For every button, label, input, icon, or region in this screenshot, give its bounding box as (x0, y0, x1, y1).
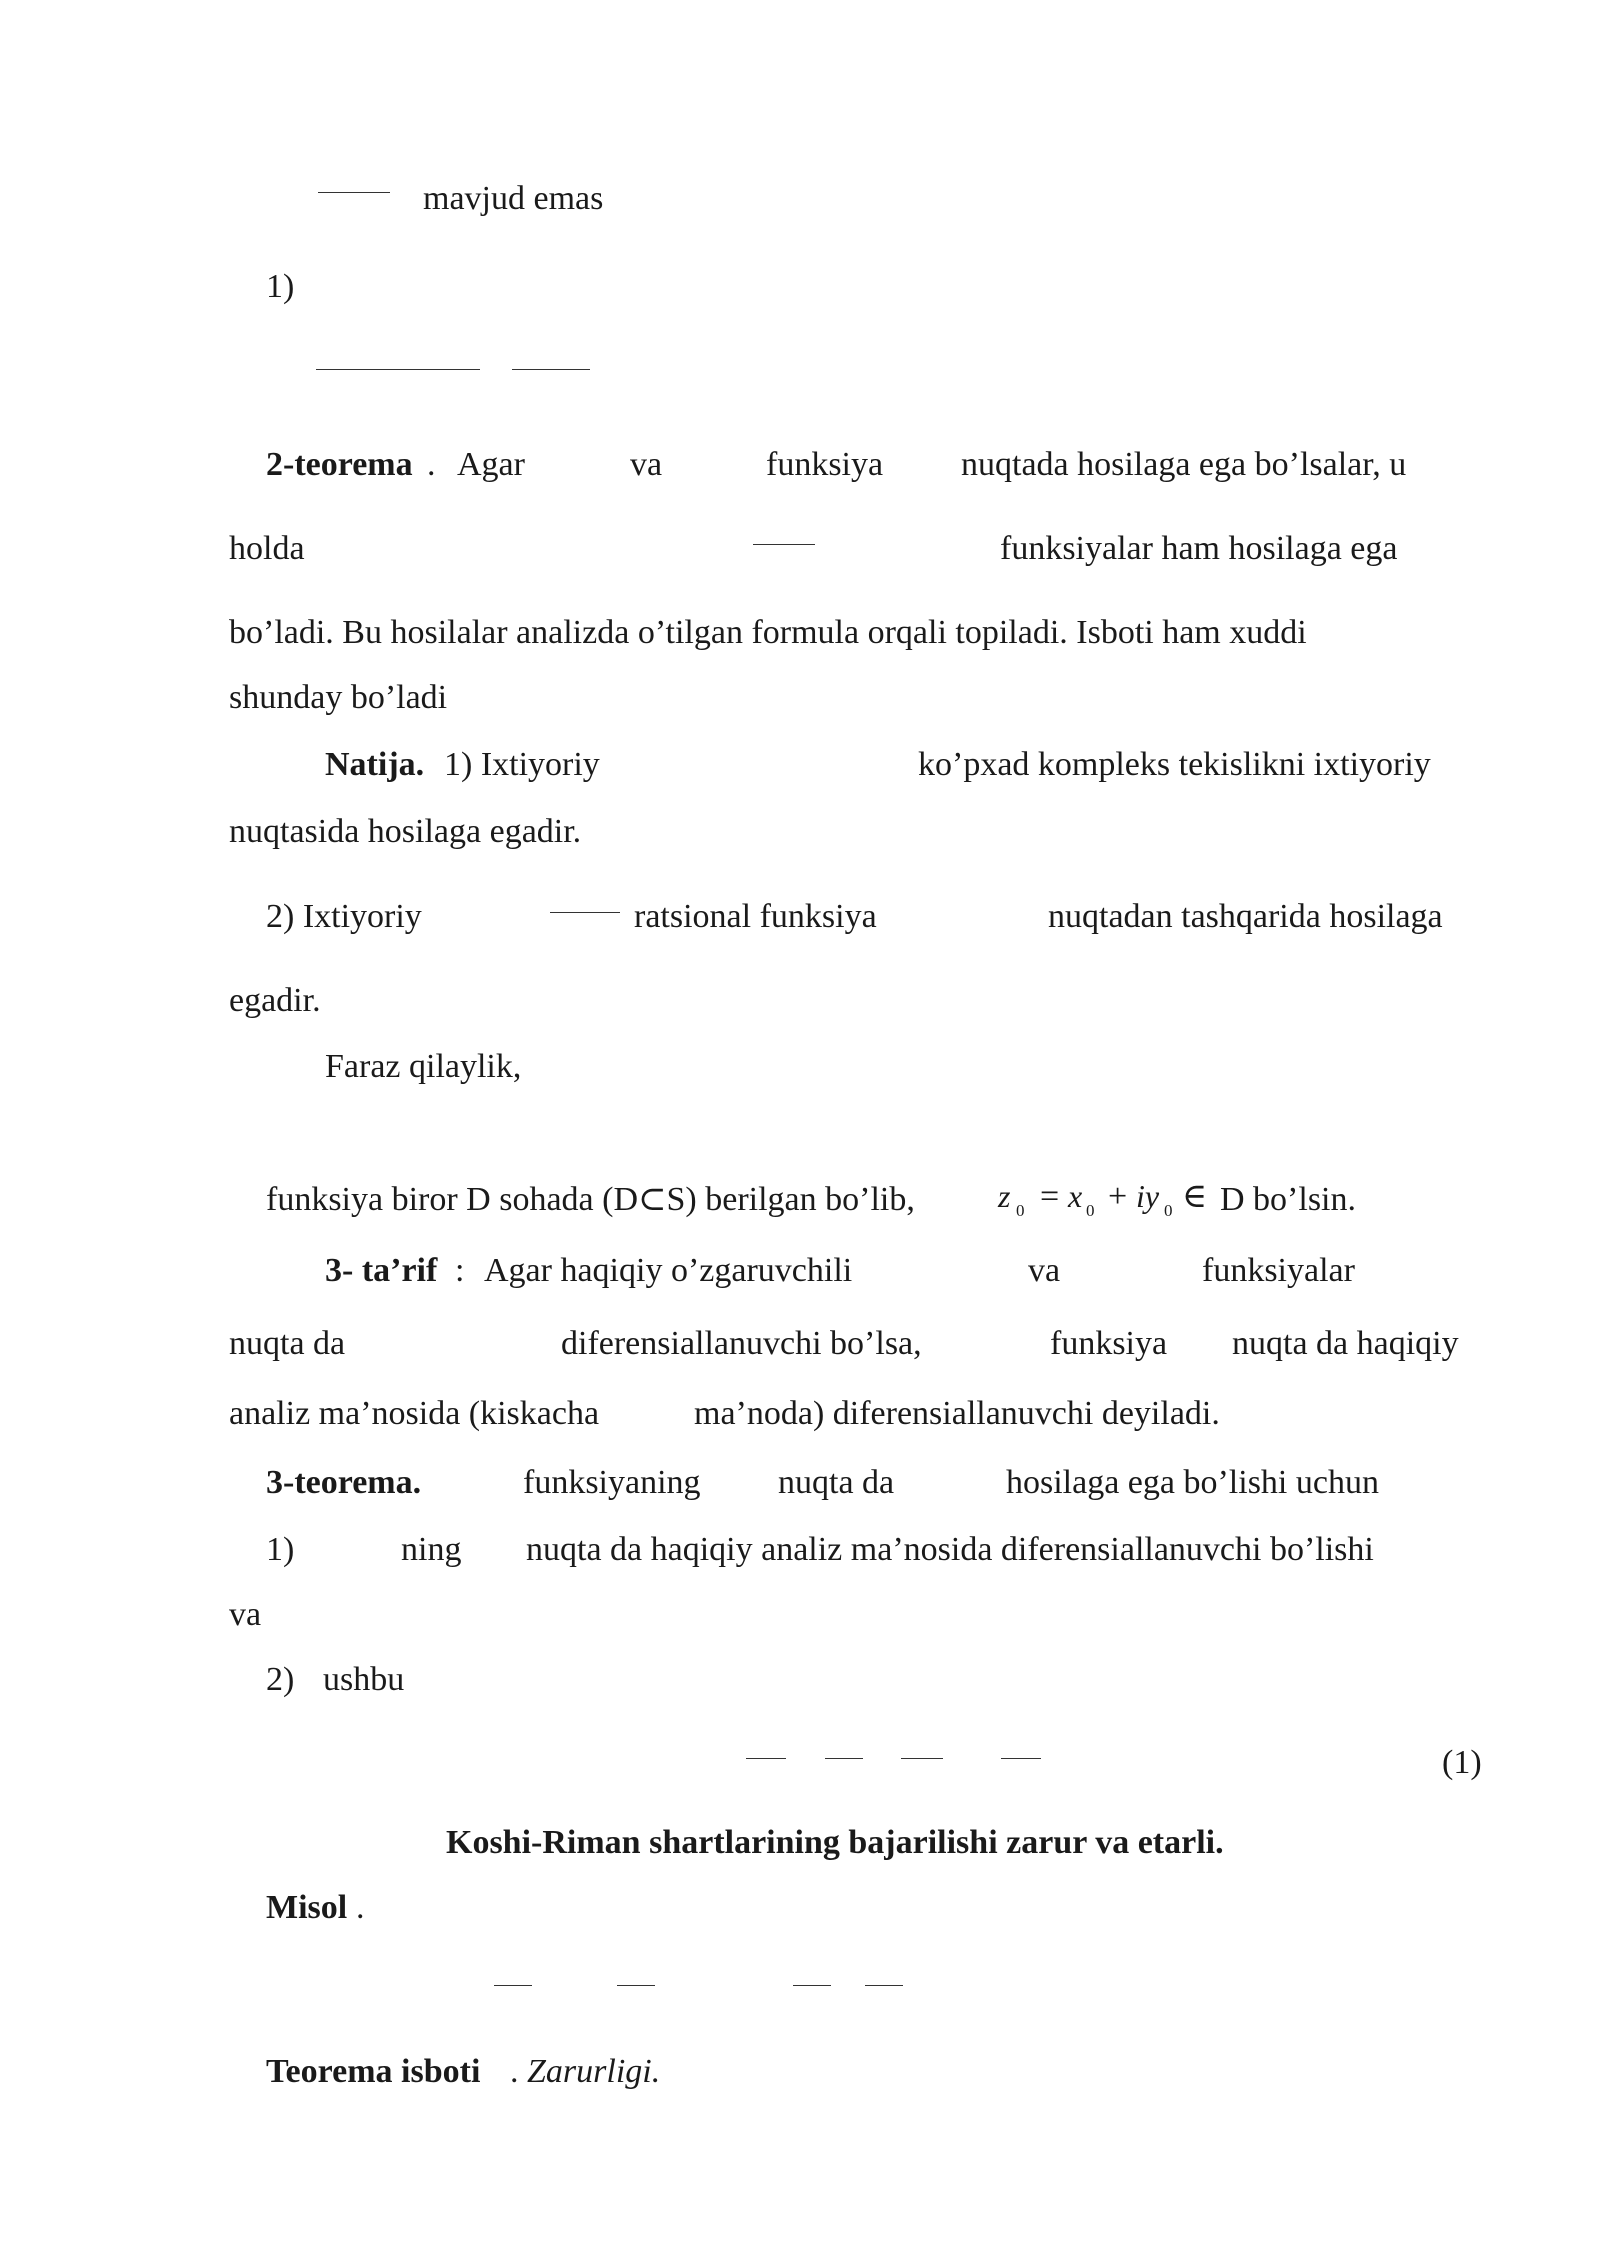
statement-heading: Koshi-Riman shartlarining bajarilishi zarur va etarli. (446, 1824, 1224, 1861)
text-fragment: funksiya biror D sohada (D⊂S) berilgan bo’lib, (266, 1181, 915, 1218)
example-label: Misol (266, 1889, 348, 1926)
paragraph-line: shunday bo’ladi (229, 679, 448, 716)
paragraph-line: egadir. (229, 982, 321, 1019)
fraction-bar (825, 1758, 863, 1759)
text-fragment: nuqta da (778, 1464, 895, 1501)
text-fragment: diferensiallanuvchi bo’lsa, (561, 1325, 922, 1362)
text-fragment: hosilaga ega bo’lishi uchun (1006, 1464, 1379, 1501)
text-fragment: analiz ma’nosida (kiskacha (229, 1395, 600, 1432)
text-fragment: ushbu (323, 1661, 405, 1698)
math-equals: = (1040, 1178, 1060, 1215)
text-fragment: . (510, 2053, 519, 2090)
fraction-bar (318, 192, 390, 193)
math-z: z (998, 1178, 1011, 1214)
text-fragment: va (229, 1596, 262, 1633)
fraction-bar (617, 1985, 655, 1986)
fraction-bar (512, 369, 590, 370)
theorem-label: 2-teorema (266, 446, 413, 483)
text-fragment: Agar (457, 446, 525, 483)
text-fragment: . (356, 1889, 365, 1926)
text-fragment: nuqtada hosilaga ega bo’lsalar, u (961, 446, 1407, 483)
text-fragment: ratsional funksiya (634, 898, 877, 935)
math-subscript: 0 (1164, 1201, 1173, 1220)
text-mavjud-emas: mavjud emas (423, 180, 604, 217)
text-fragment: nuqta da (229, 1325, 346, 1362)
text-fragment: 1) Ixtiyoriy (444, 746, 600, 783)
result-label: Natija. (325, 746, 425, 783)
math-subscript: 0 (1016, 1201, 1025, 1220)
text-fragment: va (1028, 1252, 1061, 1289)
text-fragment: Zarurligi. (527, 2053, 661, 2090)
equation-number: (1) (1442, 1744, 1482, 1781)
fraction-bar (901, 1758, 943, 1759)
fraction-bar (550, 912, 620, 913)
text-fragment: funksiyaning (523, 1464, 701, 1501)
text-fragment: ko’pxad kompleks tekislikni ixtiyoriy (918, 746, 1431, 783)
fraction-bar (746, 1758, 786, 1759)
text-fragment: holda (229, 530, 305, 567)
math-iy: iy (1136, 1178, 1160, 1214)
list-number: 1) (266, 1531, 295, 1568)
math-x: x (1068, 1178, 1083, 1214)
paragraph-line: bo’ladi. Bu hosilalar analizda o’tilgan formula orqali topiladi. Isboti ham xuddi (229, 614, 1307, 651)
fraction-bar (494, 1985, 532, 1986)
list-number: 2) (266, 1661, 295, 1698)
text-fragment: funksiyalar ham hosilaga ega (1000, 530, 1398, 567)
paragraph-line: nuqtasida hosilaga egadir. (229, 813, 582, 850)
fraction-bar (316, 369, 480, 370)
text-fragment: funksiya (1050, 1325, 1168, 1362)
text-fragment: ning (401, 1531, 462, 1568)
fraction-bar (865, 1985, 903, 1986)
proof-label: Teorema isboti (266, 2053, 481, 2090)
text-fragment: nuqta da haqiqiy analiz ma’nosida diferensiallanuvchi bo’lishi (526, 1531, 1374, 1568)
text-fragment: 2) Ixtiyoriy (266, 898, 422, 935)
text-fragment: nuqta da haqiqiy (1232, 1325, 1459, 1362)
list-number: 1) (266, 268, 295, 305)
theorem-label: 3-teorema. (266, 1464, 422, 1501)
text-fragment: ma’noda) diferensiallanuvchi deyiladi. (694, 1395, 1220, 1432)
text-fragment: . (427, 446, 436, 483)
math-element-of: ∈ (1182, 1178, 1208, 1215)
text-fragment: va (630, 446, 663, 483)
math-plus: + (1108, 1178, 1128, 1215)
text-fragment: funksiyalar (1202, 1252, 1355, 1289)
fraction-bar (753, 544, 815, 545)
paragraph-line: Faraz qilaylik, (325, 1048, 522, 1085)
text-fragment: : (455, 1252, 465, 1289)
text-fragment: funksiya (766, 446, 884, 483)
definition-label: 3- ta’rif (325, 1252, 438, 1289)
fraction-bar (793, 1985, 831, 1986)
text-fragment: D bo’lsin. (1220, 1181, 1356, 1218)
text-fragment: nuqtadan tashqarida hosilaga (1048, 898, 1443, 935)
math-subscript: 0 (1086, 1201, 1095, 1220)
text-fragment: Agar haqiqiy o’zgaruvchili (484, 1252, 853, 1289)
fraction-bar (1001, 1758, 1041, 1759)
